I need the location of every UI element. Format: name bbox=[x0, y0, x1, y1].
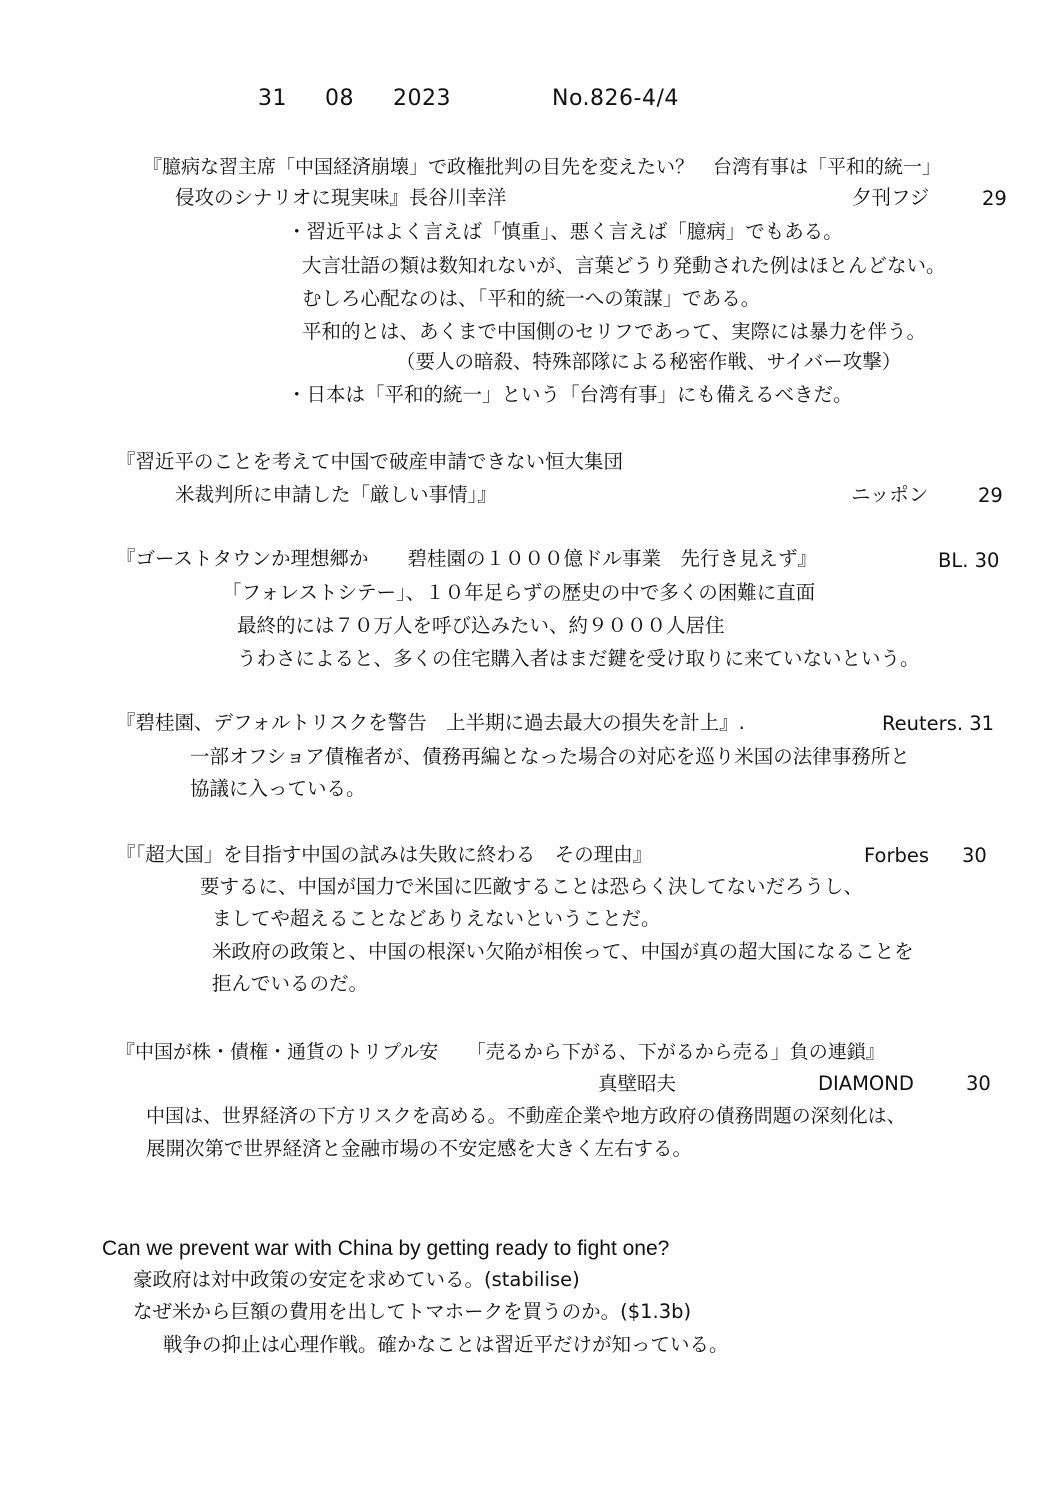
article-date: 29 bbox=[982, 187, 1007, 210]
article-date: 30 bbox=[966, 1072, 991, 1095]
article-date: 29 bbox=[978, 484, 1003, 507]
article-body-line: 協議に入っている。 bbox=[190, 777, 366, 800]
article-source: Forbes bbox=[864, 844, 930, 867]
article-body-line: むしろ心配なのは、「平和的統一への策謀」である。 bbox=[302, 287, 761, 310]
closing-body-line: なぜ米から巨額の費用を出してトマホークを買うのか。($1.3b) bbox=[133, 1300, 692, 1323]
article-title-cont: 米裁判所に申請した「厳しい事情」』 bbox=[175, 483, 497, 506]
header-year: 2023 bbox=[393, 86, 451, 111]
header-day: 31 bbox=[258, 86, 287, 111]
article-title: 『「超大国」を目指す中国の試みは失敗に終わる その理由』 bbox=[116, 843, 653, 866]
article-title: 『ゴーストタウンか理想郷か 碧桂園の１０００億ドル事業 先行き見えず』 bbox=[116, 547, 818, 570]
article-body-line: 「フォレストシテー」、１０年足らずの歴史の中で多くの困難に直面 bbox=[222, 581, 816, 604]
article-body-line: 大言壮語の類は数知れないが、言葉どうり発動された例はほとんどない。 bbox=[302, 254, 946, 277]
closing-title: Can we prevent war with China by getting ready to fight one? bbox=[102, 1237, 670, 1260]
article-body-line: 展開次第で世界経済と金融市場の不安定感を大きく左右する。 bbox=[146, 1137, 693, 1160]
article-title-cont: 侵攻のシナリオに現実味』長谷川幸洋 bbox=[175, 186, 507, 209]
article-body-line: 一部オフショア債権者が、債務再編となった場合の対応を巡り米国の法律事務所と bbox=[190, 745, 910, 768]
article-source: 夕刊フジ bbox=[852, 186, 930, 209]
article-body-line: 拒んでいるのだ。 bbox=[212, 972, 369, 995]
closing-body-line: 戦争の抑止は心理作戦。確かなことは習近平だけが知っている。 bbox=[163, 1333, 729, 1356]
article-source-date: Reuters. 31 bbox=[882, 712, 995, 735]
article-title: 『習近平のことを考えて中国で破産申請できない恒大集団 bbox=[116, 450, 624, 473]
article-source-date: BL. 30 bbox=[938, 549, 1000, 572]
header-month: 08 bbox=[325, 86, 354, 111]
article-body-line: 最終的には７０万人を呼び込みたい、約９０００人居住 bbox=[237, 614, 725, 637]
article-body-line: うわさによると、多くの住宅購入者はまだ鍵を受け取りに来ていないという。 bbox=[237, 647, 920, 670]
article-title: 『碧桂園、デフォルトリスクを警告 上半期に過去最大の損失を計上』. bbox=[116, 711, 745, 734]
article-body-line: 米政府の政策と、中国の根深い欠陥が相俟って、中国が真の超大国になることを bbox=[212, 940, 914, 963]
article-body-line: 要するに、中国が国力で米国に匹敵することは恐らく決してないだろうし、 bbox=[200, 875, 864, 898]
article-date: 30 bbox=[962, 844, 987, 867]
article-body-line: ・習近平はよく言えば「慎重」、悪く言えば「臆病」でもある。 bbox=[287, 220, 843, 243]
article-body-line: （要人の暗殺、特殊部隊による秘密作戦、サイバー攻撃） bbox=[396, 350, 902, 373]
article-title: 『臆病な習主席「中国経済崩壊」で政権批判の目先を変えたい？ 台湾有事は「平和的統一」 bbox=[143, 156, 942, 178]
article-source: DIAMOND bbox=[818, 1072, 914, 1095]
article-body-line: ましてや超えることなどありえないということだ。 bbox=[212, 907, 661, 930]
article-source: ニッポン bbox=[851, 483, 929, 506]
article-body-line: ・日本は「平和的統一」という「台湾有事」にも備えるべきだ。 bbox=[287, 383, 853, 406]
article-title: 『中国が株・債権・通貨のトリプル安 「売るから下がる、下がるから売る」負の連鎖』 bbox=[116, 1041, 885, 1063]
closing-body-line: 豪政府は対中政策の安定を求めている。(stabilise) bbox=[133, 1268, 580, 1291]
article-body-line: 平和的とは、あくまで中国側のセリフであって、実際には暴力を伴う。 bbox=[302, 320, 927, 343]
article-author: 真壁昭夫 bbox=[598, 1072, 677, 1095]
header-issue-number: No.826-4/4 bbox=[552, 86, 679, 111]
article-body-line: 中国は、世界経済の下方リスクを高める。不動産企業や地方政府の債務問題の深刻化は、 bbox=[146, 1105, 906, 1127]
